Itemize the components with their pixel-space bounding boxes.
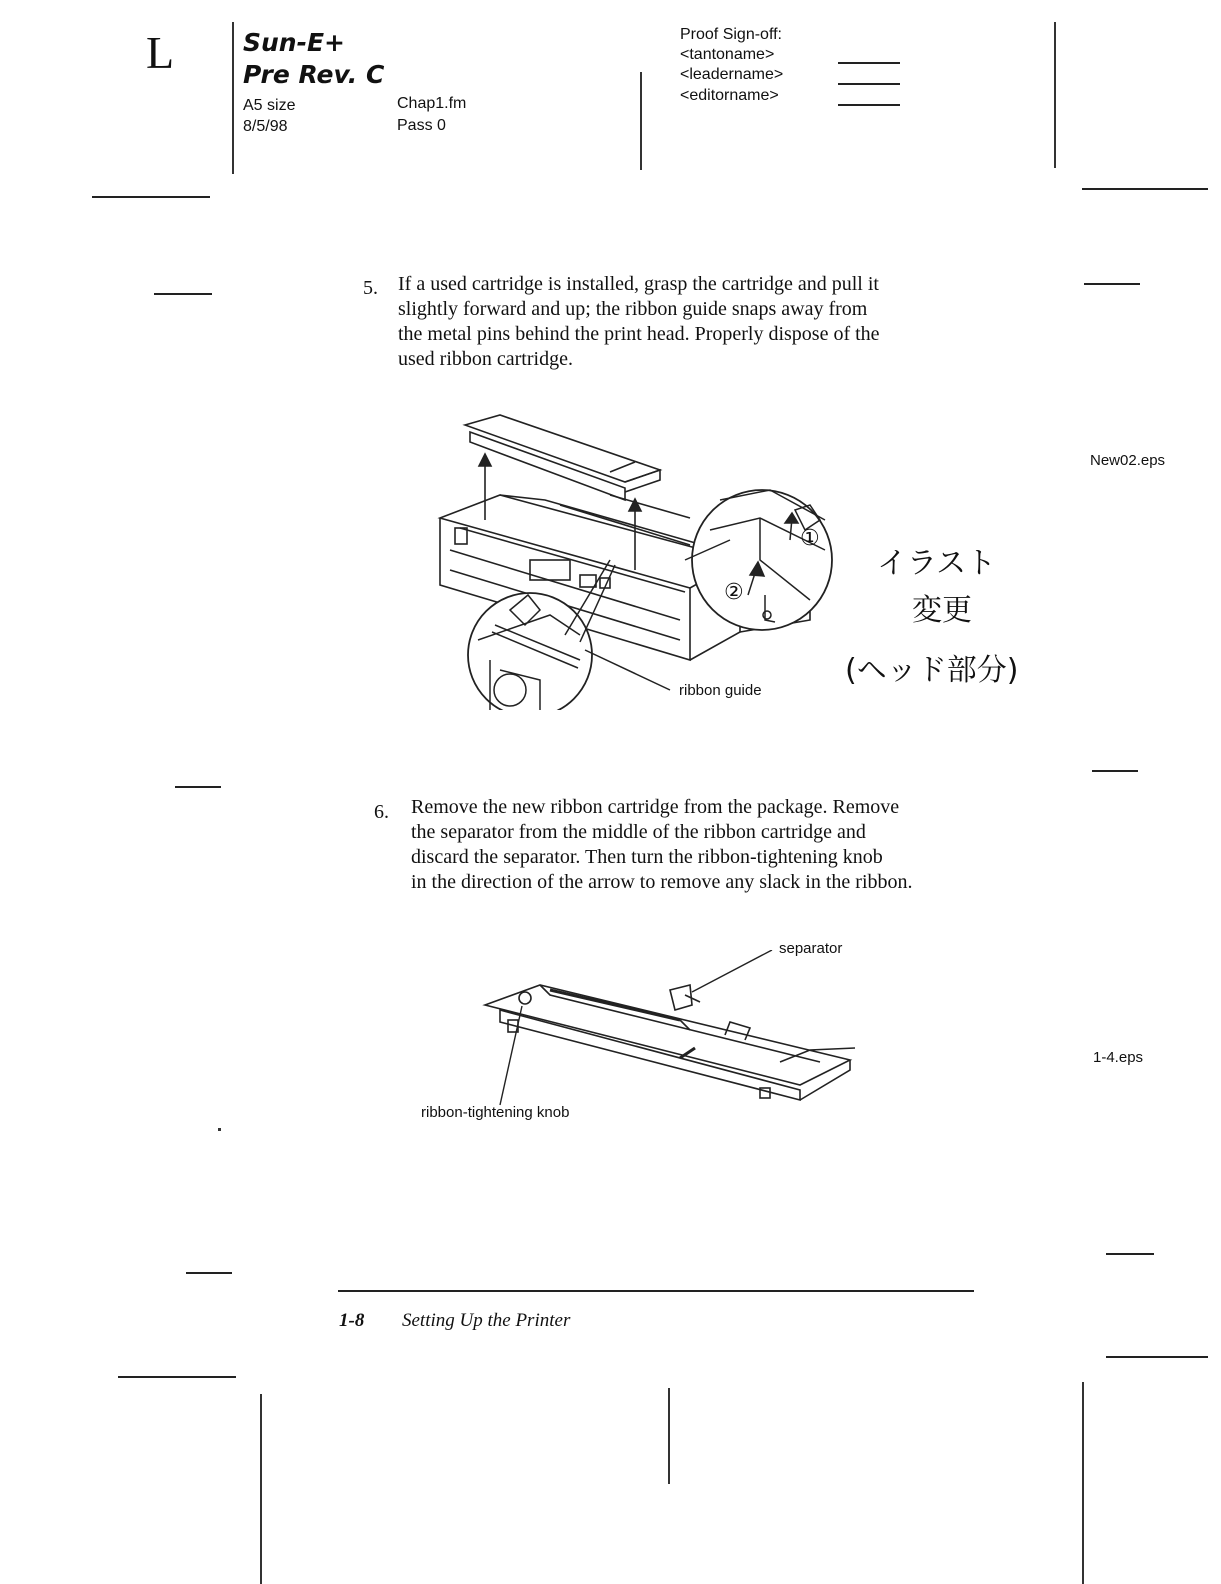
step-6-number: 6. — [374, 801, 389, 823]
handwritten-note-line-1: イラスト — [877, 546, 997, 581]
ribbon-cartridge-illustration — [480, 950, 870, 1120]
trim-line — [260, 1394, 262, 1584]
step-5-line: If a used cartridge is installed, grasp the cartridge and pull it — [398, 273, 879, 295]
crop-mark — [1106, 1356, 1208, 1358]
step-5-line: the metal pins behind the print head. Properly dispose of the — [398, 323, 880, 345]
figure-2-file: 1-4.eps — [1093, 1049, 1144, 1066]
handwritten-note-line-3: (ヘッド部分) — [845, 653, 1019, 688]
trim-line — [1082, 1382, 1084, 1584]
footer-title: Setting Up the Printer — [402, 1310, 571, 1331]
step-5-number: 5. — [363, 277, 378, 299]
pass-number: Pass 0 — [397, 117, 446, 134]
label-ribbon-guide: ribbon guide — [679, 682, 762, 699]
step-6-line: Remove the new ribbon cartridge from the package. Remove — [411, 796, 900, 818]
step-5-line: slightly forward and up; the ribbon guide snaps away from — [398, 298, 868, 320]
signoff-name-2: <leadername> — [680, 66, 784, 83]
header-divider-right — [1054, 22, 1056, 168]
signoff-title: Proof Sign-off: — [680, 26, 782, 43]
step-6-line: in the direction of the arrow to remove any slack in the ribbon. — [411, 871, 913, 893]
crop-mark — [118, 1376, 236, 1378]
callout-2: ② — [724, 580, 744, 605]
revision: Pre Rev. C — [243, 60, 385, 89]
source-file: Chap1.fm — [397, 95, 467, 112]
signoff-line-2 — [838, 83, 900, 85]
trim-line — [668, 1388, 670, 1484]
step-6-text — [411, 795, 971, 895]
step-6-line: the separator from the middle of the ribbon cartridge and — [411, 821, 866, 843]
crop-mark — [1082, 188, 1208, 190]
step-5-text — [398, 272, 958, 372]
signoff-name-3: <editorname> — [680, 87, 779, 104]
handwritten-note-line-2: 変更 — [912, 593, 972, 628]
callout-1: ① — [800, 526, 820, 551]
footer-rule — [338, 1290, 974, 1292]
stray-dot — [218, 1128, 221, 1131]
signoff-line-1 — [838, 62, 900, 64]
step-6-line: discard the separator. Then turn the ribbon-tightening knob — [411, 846, 883, 868]
label-separator: separator — [779, 940, 843, 957]
paper-size: A5 size — [243, 97, 296, 114]
crop-mark — [1084, 283, 1140, 285]
signoff-line-3 — [838, 104, 900, 106]
product-name: Sun-E+ — [243, 28, 346, 57]
step-5-line: used ribbon cartridge. — [398, 348, 573, 370]
figure-1-file: New02.eps — [1090, 452, 1166, 469]
footer-page-number: 1-8 — [339, 1310, 365, 1331]
crop-mark — [154, 293, 212, 295]
crop-mark — [92, 196, 210, 198]
label-ribbon-tightening-knob: ribbon-tightening knob — [421, 1104, 570, 1121]
header-divider-mid — [640, 72, 642, 170]
crop-mark — [186, 1272, 232, 1274]
doc-date: 8/5/98 — [243, 118, 288, 135]
crop-mark — [1092, 770, 1138, 772]
header-divider-left — [232, 22, 234, 174]
crop-mark — [175, 786, 221, 788]
signoff-name-1: <tantoname> — [680, 46, 775, 63]
printer-illustration — [430, 410, 870, 710]
page-side-letter: L — [146, 27, 175, 78]
crop-mark — [1106, 1253, 1154, 1255]
